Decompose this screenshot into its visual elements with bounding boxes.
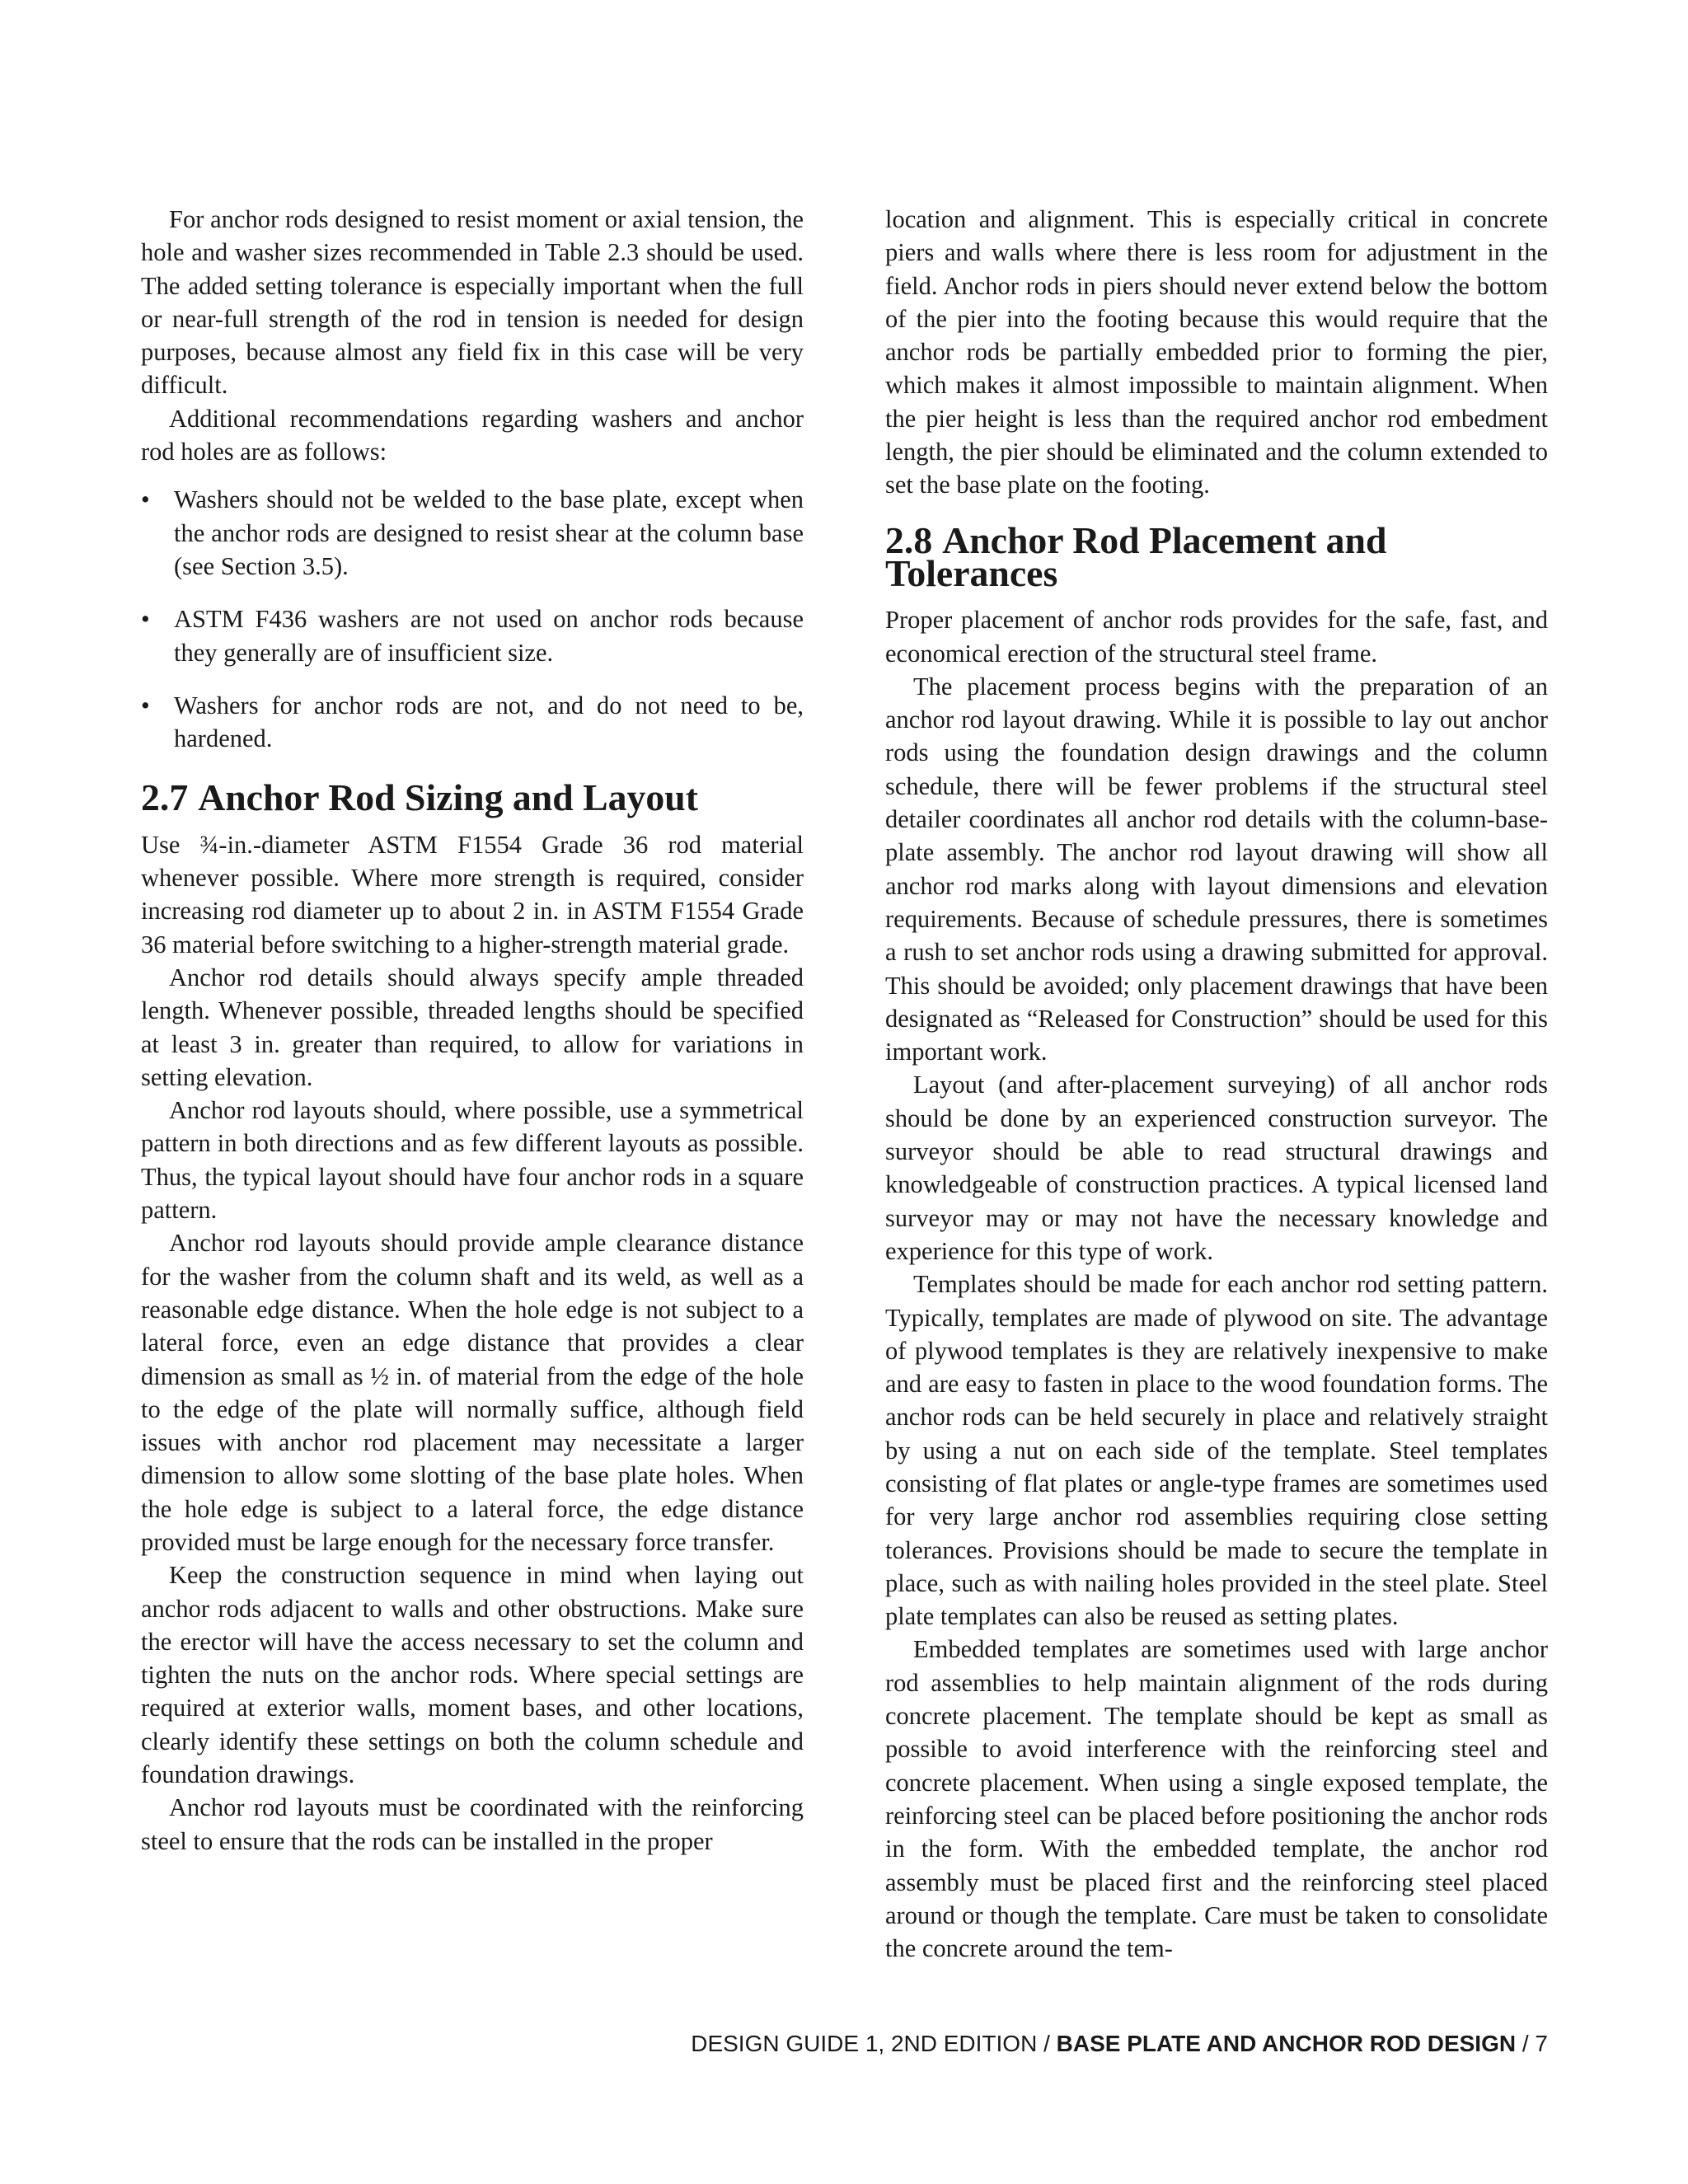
section-number: 2.8 [885, 518, 933, 561]
section-heading [885, 518, 1548, 594]
paragraph: For anchor rods designed to resist moment or axial tension, the hole and washer sizes recommended in Table 2.3 should be used. The added setting tolerance is especially important when the full or near-full strength of the rod in tension is needed for design purposes, because almost any field fix in this case will be very difficult. [141, 205, 804, 400]
list-item-text: Washers for anchor rods are not, and do not need to be, hardened. [174, 691, 804, 753]
paragraph: Anchor rod layouts should provide ample clearance distance for the washer from the column shaft and its weld, as well as a reasonable edge distance. When the hole edge is not subject to a lateral force, even an edge distance that provides a clear dimension as small as ½ in. of material from the edge of the hole to the edge of the plate will normally suffice, although field issues with anchor rod placement may necessitate a larger dimension to allow some slotting of the base plate holes. When the hole edge is subject to a lateral force, the edge distance provided must be large enough for the necessary force transfer. [141, 1229, 804, 1556]
paragraph: Use ¾-in.-diameter ASTM F1554 Grade 36 rod material whenever possible. Where more strength is required, consider increasing rod diameter up to about 2 in. in ASTM F1554 Grade 36 material before switching to a higher-strength material grade. [141, 830, 804, 958]
paragraph: Keep the construction sequence in mind when laying out anchor rods adjacent to walls and other obstructions. Make sure the erector will have the access necessary to set the column and tighten the nuts on the anchor rods. Where special settings are required at exterior walls, moment bases, and other locations, clearly identify these settings on both the column schedule and foundation drawings. [141, 1561, 804, 1789]
paragraph: Embedded templates are sometimes used with large anchor rod assemblies to help maintain alignment of the rods during concrete placement. The template should be kept as small as possible to avoid interference with the reinforcing steel and concrete placement. When using a single exposed template, the reinforcing steel can be placed before positioning the anchor rods in the form. With the embedded template, the anchor rod assembly must be placed first and the reinforcing steel placed around or though the template. Care must be taken to consolidate the concrete around the tem- [885, 1635, 1548, 1963]
bullet-icon: • [141, 605, 150, 634]
list-item [141, 689, 804, 756]
paragraph: The placement process begins with the preparation of an anchor rod layout drawing. While it is possible to lay out anchor rods using the foundation design drawings and the column schedule, there will be fewer problems if the structural steel detailer coordinates all anchor rod details with the column-base-plate assembly. The anchor rod layout drawing will show all anchor rod marks along with layout dimensions and elevation requirements. Because of schedule pressures, there is sometimes a rush to set anchor rods using a drawing submitted for approval. This should be avoided; only placement drawings that have been designated as “Released for Construction” should be used for this important work. [885, 672, 1548, 1066]
section-heading [141, 776, 804, 819]
left-column [141, 203, 804, 1858]
paragraph: Anchor rod layouts must be coordinated with the reinforcing steel to ensure that the rods can be installed in the proper [141, 1793, 804, 1855]
section-title: Anchor Rod Sizing and Layout [198, 776, 698, 819]
section-title: Anchor Rod Placement and Tolerances [885, 518, 1387, 594]
paragraph: Anchor rod layouts should, where possible, use a symmetrical pattern in both directions and as few different layouts as possible. Thus, the typical layout should have four anchor rods in a square pattern. [141, 1096, 804, 1225]
list-item-text: Washers should not be welded to the base plate, except when the anchor rods are designed to resist shear at the column base (see Section 3.5). [174, 485, 804, 580]
paragraph: location and alignment. This is especially critical in concrete piers and walls where there is less room for adjustment in the field. Anchor rods in piers should never extend below the bottom of the pier into the footing because this would require that the anchor rods be partially embedded prior to forming the pier, which makes it almost impossible to maintain alignment. When the pier height is less than the required anchor rod embedment length, the pier should be eliminated and the column extended to set the base plate on the footing. [885, 205, 1548, 499]
paragraph: Templates should be made for each anchor rod setting pattern. Typically, templates are made of plywood on site. The advantage of plywood templates is they are relatively inexpensive to make and are easy to fasten in place to the wood foundation forms. The anchor rods can be held securely in place and relatively straight by using a nut on each side of the template. Steel templates consisting of flat plates or angle-type frames are sometimes used for very large anchor rod assemblies requiring close setting tolerances. Provisions should be made to secure the template in place, such as with nailing holes provided in the steel plate. Steel plate templates can also be reused as setting plates. [885, 1270, 1548, 1631]
paragraph: Proper placement of anchor rods provides for the safe, fast, and economical erection of the structural steel frame. [885, 606, 1548, 668]
list-item-text: ASTM F436 washers are not used on anchor rods because they generally are of insufficient size. [174, 605, 804, 667]
bullet-icon: • [141, 485, 150, 514]
bullet-list [141, 483, 804, 755]
section-number: 2.7 [141, 776, 189, 819]
paragraph: Additional recommendations regarding washers and anchor rod holes are as follows: [141, 404, 804, 466]
footer-page-number: / 7 [1516, 2031, 1548, 2056]
bullet-icon: • [141, 691, 150, 719]
right-column [885, 203, 1548, 1965]
footer-prefix: DESIGN GUIDE 1, 2ND EDITION / [691, 2031, 1057, 2056]
list-item [141, 602, 804, 669]
footer-title: BASE PLATE AND ANCHOR ROD DESIGN [1056, 2031, 1517, 2056]
list-item [141, 483, 804, 583]
paragraph: Anchor rod details should always specify ample threaded length. Whenever possible, threaded lengths should be specified at least 3 in. greater than required, to allow for variations in setting elevation. [141, 963, 804, 1091]
paragraph: Layout (and after-placement surveying) of all anchor rods should be done by an experienced construction surveyor. The surveyor should be able to read structural drawings and knowledgeable of construction practices. A typical licensed land surveyor may or may not have the necessary knowledge and experience for this type of work. [885, 1071, 1548, 1265]
page-footer [691, 2031, 1548, 2057]
